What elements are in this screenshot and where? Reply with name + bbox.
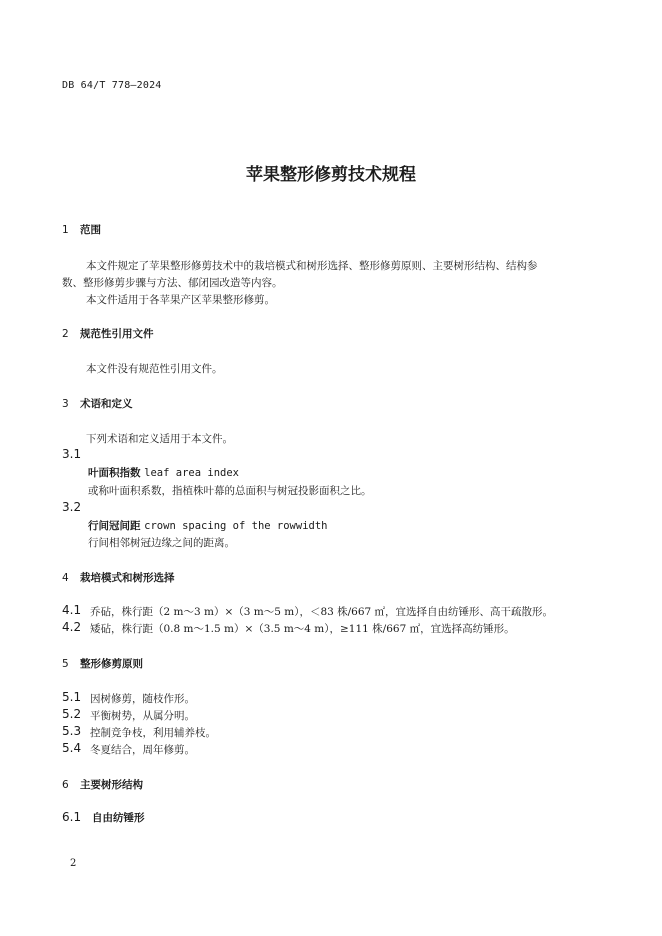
term-definition: 或称叶面积系数，指植株叶幕的总面积与树冠投影面积之比。 [88, 485, 372, 497]
subsection-heading [62, 810, 145, 825]
scope-paragraph-line-3: 本文件适用于各苹果产区苹果整形修剪。 [86, 294, 275, 306]
section-number: 6 [62, 779, 69, 791]
section-title: 栽培模式和树形选择 [80, 572, 175, 584]
document-title: 苹果整形修剪技术规程 [246, 165, 416, 185]
section-heading-4 [62, 570, 175, 585]
section-number: 4 [62, 572, 69, 584]
section-title: 主要树形结构 [80, 779, 143, 791]
clause-number: 5.4 [62, 741, 82, 755]
term-zh: 叶面积指数 [88, 467, 141, 479]
section-number: 1 [62, 224, 69, 236]
document-number: DB 64/T 778—2024 [62, 80, 162, 91]
clause-number: 4.2 [62, 620, 82, 634]
section-title: 整形修剪原则 [80, 658, 143, 670]
section-heading-3 [62, 396, 133, 411]
clause-text: 因树修剪，随枝作形。 [90, 693, 195, 705]
term-en: crown spacing of the rowwidth [144, 520, 328, 532]
section-heading-2 [62, 326, 154, 341]
term-en: leaf area index [144, 467, 239, 479]
scope-paragraph-line-2: 数、整形修剪步骤与方法、郁闭园改造等内容。 [62, 277, 283, 289]
term-zh: 行间冠间距 [88, 520, 141, 532]
clause-number: 5.3 [62, 724, 82, 738]
section-title: 规范性引用文件 [80, 328, 154, 340]
section-number: 3 [62, 398, 69, 410]
section-number: 2 [62, 328, 69, 340]
clause-number: 4.1 [62, 603, 82, 617]
section-heading-1 [62, 222, 101, 237]
subsection-number: 6.1 [62, 810, 82, 824]
clause-number: 5.2 [62, 707, 82, 721]
clause-number: 5.1 [62, 690, 82, 704]
normative-paragraph: 本文件没有规范性引用文件。 [86, 363, 223, 375]
clause-text: 乔砧，株行距（2 m～3 m）×（3 m～5 m），＜83 株/667 ㎡，宜选择自由纺锤形、高干疏散形。 [90, 606, 554, 618]
section-title: 范围 [80, 224, 101, 236]
clause-text: 矮砧，株行距（0.8 m～1.5 m）×（3.5 m～4 m），≥111 株/667 ㎡，宜选择高纺锤形。 [90, 623, 515, 635]
term-heading [88, 465, 239, 480]
section-number: 5 [62, 658, 69, 670]
scope-paragraph-line-1: 本文件规定了苹果整形修剪技术中的栽培模式和树形选择、整形修剪原则、主要树形结构、结构参 [86, 260, 538, 272]
clause-text: 平衡树势，从属分明。 [90, 710, 195, 722]
section-heading-6 [62, 777, 143, 792]
clause-text: 控制竞争枝，利用辅养枝。 [90, 727, 216, 739]
subsection-title: 自由纺锤形 [92, 812, 145, 824]
term-definition: 行间相邻树冠边缘之间的距离。 [88, 537, 235, 549]
term-number: 3.1 [62, 447, 82, 461]
terms-intro: 下列术语和定义适用于本文件。 [86, 433, 233, 445]
term-number: 3.2 [62, 500, 82, 514]
clause-text: 冬夏结合，周年修剪。 [90, 744, 195, 756]
section-heading-5 [62, 656, 143, 671]
section-title: 术语和定义 [80, 398, 133, 410]
page-number: 2 [70, 858, 77, 869]
term-heading [88, 518, 327, 533]
